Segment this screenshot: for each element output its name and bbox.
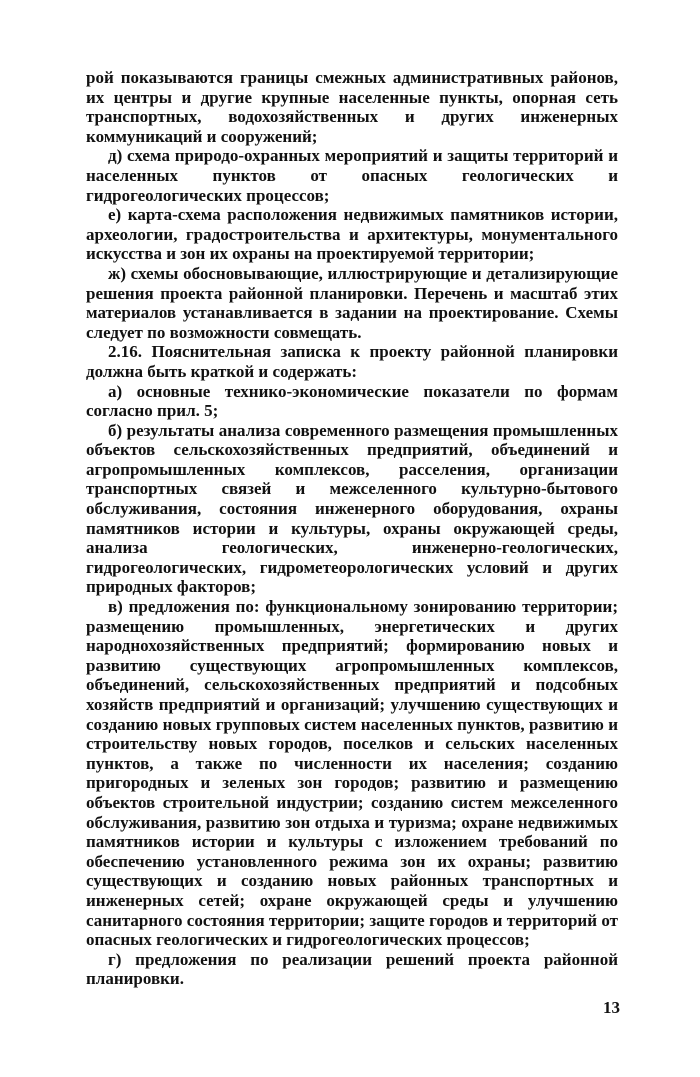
paragraph-item-zh: ж) схемы обосновывающие, иллюстрирующие и детализирующие решения проекта районной планировки. Перечень и масштаб этих материалов устанавливается в задании на проектирование. Схемы следует по возможности совмещать. (86, 263, 618, 342)
paragraph-item-v: в) предложения по: функциональному зонированию территории; размещению промышленных, энергетических и других народнохозяйственных предприятий; формированию новых и развитию существующих агропромышленных комплексов, объединений, сельскохозяйственных предприятий и подсобных хозяйств предприятий и организаций; улучшению существующих и созданию новых групповых систем населенных пунктов, развитию и строительству новых городов, поселков и сельских населенных пунктов, а также по численности их населения; созданию пригородных и зеленых зон городов; развитию и размещению объектов строительной индустрии; созданию систем межселенного обслуживания, развитию зон отдыха и туризма; охране недвижимых памятников истории и культуры с изложением требований по обеспечению установленного режима зон их охраны; развитию существующих и созданию новых районных транспортных и инженерных сетей; охране окружающей среды и улучшению санитарного состояния территории; защите городов и территорий от опасных геологических и гидрогеологических процессов; (86, 597, 618, 950)
paragraph-item-b: б) результаты анализа современного размещения промышленных объектов сельскохозяйственных предприятий, объединений и агропромышленных комплексов, расселения, организации транспортных связей и межселенного культурно-бытового обслуживания, состояния инженерного оборудования, охраны памятников истории и культуры, охраны окружающей среды, анализа геологических, инженерно-геологических, гидрогеологических, гидрометеорологических условий и других природных факторов; (86, 420, 618, 597)
paragraph-item-d: д) схема природо-охранных мероприятий и защиты территорий и населенных пунктов от опасных геологических и гидрогеологических процессов; (86, 146, 618, 205)
page-number: 13 (603, 998, 620, 1017)
paragraph-item-a: а) основные технико-экономические показатели по формам согласно прил. 5; (86, 381, 618, 421)
paragraph-item-e: е) карта-схема расположения недвижимых памятников истории, археологии, градостроительства и архитектуры, монументального искусства и зон их охраны на проектируемой территории; (86, 205, 618, 264)
document-body (86, 68, 618, 989)
paragraph-item-g: г) предложения по реализации решений проекта районной планировки. (86, 949, 618, 989)
paragraph-section-2-16: 2.16. Пояснительная записка к проекту районной планировки должна быть краткой и содержать: (86, 342, 618, 381)
paragraph-continuation: рой показываются границы смежных административных районов, их центры и другие крупные населенные пункты, опорная сеть транспортных, водохозяйственных и других инженерных коммуникаций и сооружений; (86, 68, 618, 146)
